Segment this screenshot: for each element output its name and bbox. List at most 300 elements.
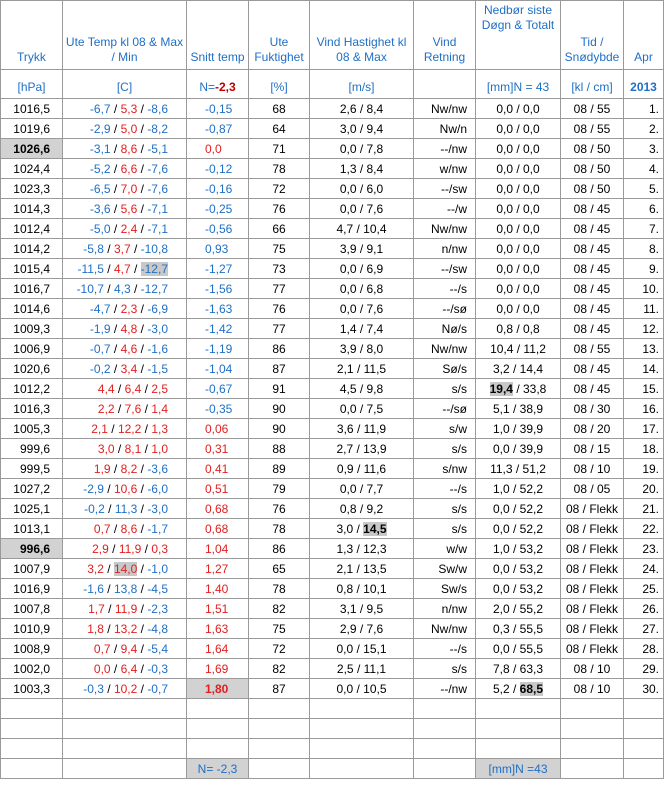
temperature-cell [63,539,187,559]
temperature-cell [63,499,187,519]
wind-cell: 1,3 / 12,3 [310,539,414,559]
empty-cell [414,759,476,779]
unit-snitt [187,70,249,99]
wind-separator: / [353,521,364,536]
precipitation-cell: 0,0 / 0,0 [476,179,561,199]
wind-direction-cell: Nw/nw [414,219,476,239]
precipitation-cell: 0,0 / 0,0 [476,199,561,219]
snow-depth-cell: 08 / 55 [561,119,624,139]
temp-separator: / [137,681,148,696]
humidity-cell: 68 [249,99,310,119]
temperature-cell [63,579,187,599]
pressure-cell: 1007,8 [1,599,63,619]
snow-depth-cell: 08 / 45 [561,199,624,219]
wind-direction-cell: Sw/w [414,559,476,579]
precipitation-day: 5,2 [492,681,510,696]
day-cell: 29. [624,659,664,679]
wind-cell: 2,1 / 11,5 [310,359,414,379]
pressure-cell: 1012,4 [1,219,63,239]
temp-min: -12,7 [140,261,168,276]
temp-min: -10,8 [140,241,168,256]
precipitation-cell: 0,0 / 0,0 [476,139,561,159]
temp-separator: / [104,601,115,616]
temp-min: -8,6 [147,101,168,116]
precipitation-cell: 0,0 / 0,0 [476,259,561,279]
temp-08: 1,9 [93,461,111,476]
snitt-temp-cell: -1,56 [187,279,249,299]
header-month: Apr [624,1,664,70]
temp-08: -6,5 [89,181,111,196]
empty-cell [476,739,561,759]
snitt-temp-cell: -1,42 [187,319,249,339]
temperature-cell [63,619,187,639]
precipitation-total: 68,5 [519,681,544,696]
day-cell: 12. [624,319,664,339]
temp-separator: / [137,301,148,316]
precipitation-cell: 0,0 / 0,0 [476,99,561,119]
temp-max: 5,3 [120,101,138,116]
temperature-cell [63,599,187,619]
temp-separator: / [137,121,148,136]
snow-depth-cell: 08 / 50 [561,139,624,159]
wind-cell: 0,0 / 7,6 [310,199,414,219]
pressure-cell: 1007,9 [1,559,63,579]
temp-separator: / [110,121,121,136]
temp-separator: / [137,461,148,476]
snitt-temp-cell: -0,15 [187,99,249,119]
table-row [1,339,664,359]
temp-separator: / [137,481,148,496]
precipitation-cell: 0,0 / 0,0 [476,159,561,179]
temp-08: 0,7 [93,641,111,656]
pressure-cell: 1023,3 [1,179,63,199]
empty-cell [414,739,476,759]
humidity-cell: 65 [249,559,310,579]
table-row [1,419,664,439]
humidity-cell: 75 [249,239,310,259]
header-snitt-temp: Snitt temp [187,1,249,70]
header-nedbor: Nedbør siste Døgn & Totalt [476,1,561,70]
temp-separator: / [103,681,114,696]
pressure-cell: 1005,3 [1,419,63,439]
temperature-cell [63,99,187,119]
precipitation-cell: 0,0 / 0,0 [476,299,561,319]
wind-direction-cell: w/nw [414,159,476,179]
temp-separator: / [137,321,148,336]
temp-separator: / [137,561,148,576]
unit-kl-cm: [kl / cm] [561,70,624,99]
footer-row [1,759,664,779]
snitt-temp-cell: 1,27 [187,559,249,579]
temp-min: -0,7 [147,681,168,696]
empty-cell [624,699,664,719]
day-cell: 10. [624,279,664,299]
snow-depth-cell: 08 / 45 [561,279,624,299]
unit-mm: [mm]N = 43 [476,70,561,99]
table-row [1,539,664,559]
wind-cell: 4,5 / 9,8 [310,379,414,399]
snitt-temp-cell: -0,35 [187,399,249,419]
day-cell: 22. [624,519,664,539]
snitt-temp-cell: -0,12 [187,159,249,179]
precipitation-cell: 0,0 / 52,2 [476,499,561,519]
day-cell: 11. [624,299,664,319]
empty-cell [1,719,63,739]
wind-cell: 0,9 / 11,6 [310,459,414,479]
precipitation-cell: 0,0 / 39,9 [476,439,561,459]
wind-direction-cell: n/nw [414,239,476,259]
snow-depth-cell: 08 / Flekk [561,579,624,599]
snitt-temp-cell: 1,04 [187,539,249,559]
wind-cell: 3,0 / 9,4 [310,119,414,139]
wind-direction-cell: s/s [414,439,476,459]
temperature-cell [63,399,187,419]
empty-cell [310,759,414,779]
humidity-cell: 72 [249,639,310,659]
wind-direction-cell: Nw/n [414,119,476,139]
precipitation-cell: 3,2 / 14,4 [476,359,561,379]
temperature-cell [63,339,187,359]
temp-separator: / [110,661,121,676]
pressure-cell: 1006,9 [1,339,63,359]
wind-cell: 0,8 / 9,2 [310,499,414,519]
temperature-cell [63,459,187,479]
temperature-cell [63,419,187,439]
temp-separator: / [103,281,114,296]
temperature-cell [63,679,187,699]
snow-depth-cell: 08 / 55 [561,339,624,359]
wind-cell: 0,8 / 10,1 [310,579,414,599]
temp-08: 1,7 [88,601,105,616]
empty-cell [249,719,310,739]
unit-row [1,70,664,99]
day-cell: 2. [624,119,664,139]
temp-separator: / [110,361,121,376]
unit-celsius: [C] [63,70,187,99]
temp-separator: / [137,621,148,636]
humidity-cell: 91 [249,379,310,399]
table-row [1,479,664,499]
day-cell: 3. [624,139,664,159]
temp-max: 4,7 [113,261,131,276]
temp-min: -7,1 [147,221,168,236]
pressure-cell: 1008,9 [1,639,63,659]
temp-max: 8,6 [120,141,138,156]
empty-cell [63,759,187,779]
table-row [1,139,664,159]
precipitation-cell: 5,1 / 38,9 [476,399,561,419]
wind-direction-cell: Nw/nw [414,99,476,119]
pressure-cell: 1016,9 [1,579,63,599]
temp-separator: / [137,101,148,116]
precipitation-cell: 1,0 / 53,2 [476,539,561,559]
snow-depth-cell: 08 / 10 [561,679,624,699]
temp-max: 8,6 [120,521,138,536]
temp-separator: / [137,661,148,676]
temp-max: 10,2 [113,681,138,696]
temp-max: 6,4 [120,661,138,676]
temp-separator: / [141,401,152,416]
wind-cell: 0,0 / 6,8 [310,279,414,299]
temp-separator: / [114,381,125,396]
temp-separator: / [110,221,121,236]
empty-cell [414,719,476,739]
table-row [1,199,664,219]
humidity-cell: 73 [249,259,310,279]
precipitation-cell [476,379,561,399]
temperature-cell [63,519,187,539]
temp-08: -0,7 [89,341,111,356]
temp-separator: / [110,161,121,176]
precipitation-cell: 2,0 / 55,2 [476,599,561,619]
precipitation-cell: 0,0 / 0,0 [476,219,561,239]
humidity-cell: 87 [249,359,310,379]
snitt-temp-cell: 0,93 [187,239,249,259]
snow-depth-cell: 08 / Flekk [561,499,624,519]
empty-cell [476,719,561,739]
snitt-temp-cell: -1,04 [187,359,249,379]
temp-08: -10,7 [76,281,104,296]
temp-separator: / [141,541,152,556]
pressure-cell: 1016,3 [1,399,63,419]
precipitation-separator: / [509,681,520,696]
temp-08: -5,8 [83,241,104,256]
wind-cell: 4,7 / 10,4 [310,219,414,239]
temp-08: -0,2 [84,501,105,516]
temp-max: 11,3 [114,501,138,516]
temp-separator: / [103,561,114,576]
precipitation-cell: 10,4 / 11,2 [476,339,561,359]
wind-direction-cell: --/nw [414,679,476,699]
footer-snitt: N= -2,3 [187,759,249,779]
pressure-cell: 1019,6 [1,119,63,139]
precipitation-cell: 11,3 / 51,2 [476,459,561,479]
day-cell: 6. [624,199,664,219]
temp-08: 2,2 [97,401,115,416]
wind-direction-cell: --/s [414,479,476,499]
snitt-temp-cell: 0,06 [187,419,249,439]
temp-separator: / [110,201,121,216]
wind-cell: 3,9 / 8,0 [310,339,414,359]
header-row [1,1,664,70]
temp-max: 14,0 [113,561,138,576]
pressure-cell: 1016,5 [1,99,63,119]
temp-separator: / [137,161,148,176]
temp-max: 4,3 [113,281,131,296]
pressure-cell: 1026,6 [1,139,63,159]
humidity-cell: 66 [249,219,310,239]
snow-depth-cell: 08 / 45 [561,219,624,239]
temp-max: 2,4 [120,221,138,236]
temperature-cell [63,379,187,399]
empty-cell [561,719,624,739]
wind-direction-cell: Sø/s [414,359,476,379]
temp-max: 12,2 [117,421,142,436]
wind-direction-cell: Sw/s [414,579,476,599]
snitt-temp-cell: 1,80 [187,679,249,699]
wind-direction-cell: w/w [414,539,476,559]
temp-separator: / [141,421,152,436]
day-cell: 8. [624,239,664,259]
day-cell: 28. [624,639,664,659]
unit-snitt-value: -2,3 [215,80,236,94]
header-ute-fuktighet: Ute Fuktighet [249,1,310,70]
wind-cell: 2,6 / 8,4 [310,99,414,119]
temp-08: -5,2 [89,161,111,176]
empty-cell [476,699,561,719]
empty-cell [310,739,414,759]
temp-min: -12,7 [140,281,168,296]
day-cell: 14. [624,359,664,379]
unit-ms: [m/s] [310,70,414,99]
wind-cell: 2,1 / 13,5 [310,559,414,579]
temp-min: -1,7 [147,521,168,536]
empty-cell [63,719,187,739]
empty-cell [310,699,414,719]
header-tid-snodybde: Tid / Snødybde [561,1,624,70]
table-row [1,519,664,539]
precipitation-cell: 1,0 / 52,2 [476,479,561,499]
wind-direction-cell: s/s [414,659,476,679]
snitt-temp-cell: 0,68 [187,499,249,519]
humidity-cell: 82 [249,659,310,679]
day-cell: 5. [624,179,664,199]
temp-separator: / [137,201,148,216]
temp-separator: / [110,301,121,316]
humidity-cell: 76 [249,199,310,219]
unit-direction [414,70,476,99]
snow-depth-cell: 08 / 45 [561,359,624,379]
temp-separator: / [110,341,121,356]
temp-08: -3,1 [89,141,111,156]
pressure-cell: 1015,4 [1,259,63,279]
empty-row [1,739,664,759]
table-row [1,319,664,339]
empty-cell [63,699,187,719]
empty-cell [249,739,310,759]
day-cell: 24. [624,559,664,579]
wind-direction-cell: n/nw [414,599,476,619]
temp-separator: / [103,261,114,276]
precipitation-cell: 1,0 / 39,9 [476,419,561,439]
temp-min: 2,5 [151,381,168,396]
temperature-cell [63,239,187,259]
pressure-cell: 1025,1 [1,499,63,519]
temp-max: 11,9 [118,541,142,556]
temp-08: 0,7 [93,521,111,536]
temp-max: 7,6 [124,401,142,416]
snitt-temp-cell: 1,40 [187,579,249,599]
temperature-cell [63,119,187,139]
table-row [1,359,664,379]
temperature-cell [63,639,187,659]
temp-08: -11,5 [77,261,104,276]
empty-cell [63,739,187,759]
pressure-cell: 1016,7 [1,279,63,299]
table-row [1,119,664,139]
temp-08: 2,1 [91,421,108,436]
snow-depth-cell: 08 / Flekk [561,519,624,539]
temp-separator: / [110,641,121,656]
day-cell: 7. [624,219,664,239]
wind-direction-cell: s/s [414,379,476,399]
day-cell: 27. [624,619,664,639]
snitt-temp-cell: 0,31 [187,439,249,459]
snitt-temp-cell: -0,16 [187,179,249,199]
table-row [1,679,664,699]
wind-cell: 1,4 / 7,4 [310,319,414,339]
pressure-cell: 1027,2 [1,479,63,499]
unit-hpa: [hPa] [1,70,63,99]
empty-cell [414,699,476,719]
temperature-cell [63,659,187,679]
day-cell: 19. [624,459,664,479]
snitt-temp-cell: 1,69 [187,659,249,679]
temp-separator: / [107,421,118,436]
temp-max: 6,6 [120,161,138,176]
empty-row [1,699,664,719]
temp-separator: / [137,581,148,596]
empty-cell [1,739,63,759]
pressure-cell: 999,6 [1,439,63,459]
table-row [1,219,664,239]
snitt-temp-cell: 1,64 [187,639,249,659]
pressure-cell: 1012,2 [1,379,63,399]
temp-separator: / [130,281,141,296]
header-vind-retning: Vind Retning [414,1,476,70]
temperature-cell [63,199,187,219]
pressure-cell: 1003,3 [1,679,63,699]
wind-direction-cell: Nw/nw [414,619,476,639]
pressure-cell: 1024,4 [1,159,63,179]
humidity-cell: 76 [249,499,310,519]
temp-min: 1,3 [151,421,168,436]
temp-separator: / [137,601,148,616]
humidity-cell: 78 [249,579,310,599]
snow-depth-cell: 08 / 45 [561,239,624,259]
temp-min: -0,3 [147,661,168,676]
temperature-cell [63,259,187,279]
wind-cell: 3,1 / 9,5 [310,599,414,619]
wind-cell: 0,0 / 15,1 [310,639,414,659]
empty-cell [310,719,414,739]
wind-direction-cell: --/nw [414,139,476,159]
temp-separator: / [130,241,141,256]
temp-separator: / [110,461,121,476]
day-cell: 4. [624,159,664,179]
snow-depth-cell: 08 / 45 [561,299,624,319]
precipitation-cell: 0,0 / 0,0 [476,119,561,139]
header-vind-hastighet: Vind Hastighet kl 08 & Max [310,1,414,70]
empty-cell [1,699,63,719]
empty-cell [249,759,310,779]
precipitation-cell: 0,0 / 53,2 [476,579,561,599]
wind-direction-cell: Nw/nw [414,339,476,359]
humidity-cell: 77 [249,279,310,299]
precipitation-cell: 0,0 / 52,2 [476,519,561,539]
precipitation-cell: 0,3 / 55,5 [476,619,561,639]
temp-08: -3,6 [89,201,111,216]
table-row [1,379,664,399]
temp-separator: / [137,141,148,156]
temp-separator: / [114,441,125,456]
precipitation-total: 33,8 [523,381,547,396]
temp-max: 7,0 [120,181,138,196]
temp-08: -0,3 [83,681,104,696]
table-row [1,559,664,579]
snow-depth-cell: 08 / Flekk [561,639,624,659]
day-cell: 18. [624,439,664,459]
